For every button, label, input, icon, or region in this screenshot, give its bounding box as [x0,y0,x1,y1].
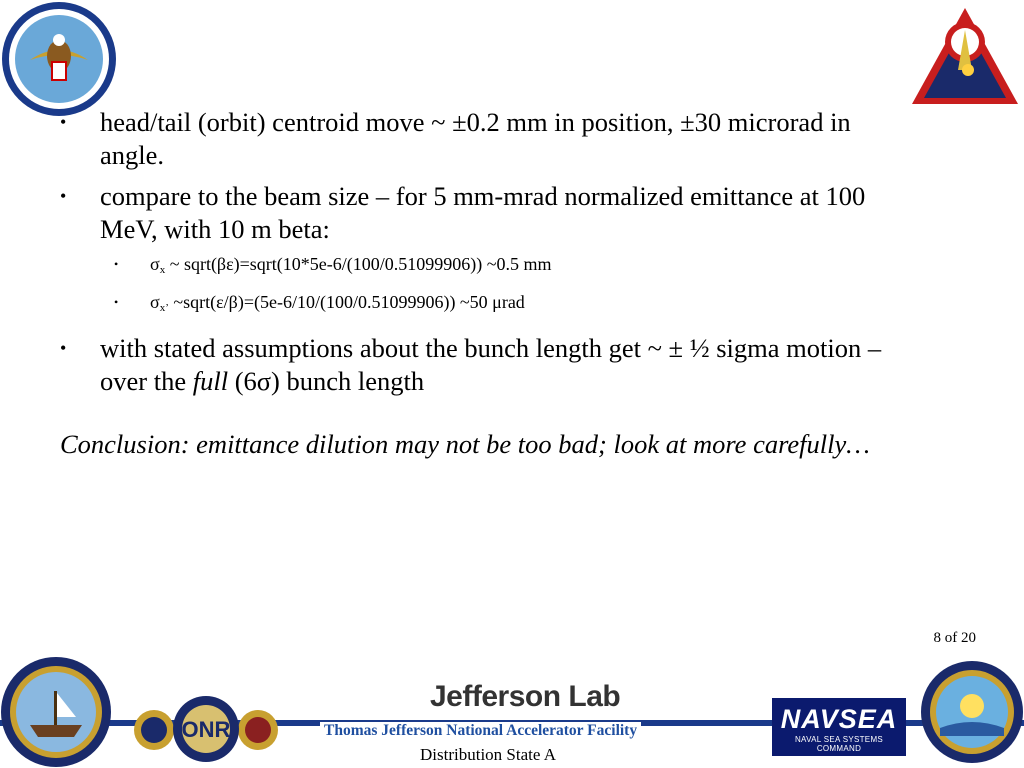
sub-bullet-1-text: ~ sqrt(βε)=sqrt(10*5e-6/(100/0.51099906)) ~0.5 mm [165,254,552,274]
dod-seal-icon [0,0,118,118]
jto-seal-icon [906,0,1024,120]
bullet-2-text: compare to the beam size – for 5 mm-mrad normalized emittance at 100 MeV, with 10 m beta: [100,181,866,244]
sigma-xp-subscript: x’ [159,302,169,314]
bullet-3-text-pre: with stated assumptions about the bunch length get ~ ± ½ sigma motion – over the [100,333,882,396]
distribution-statement: Distribution State A [420,745,556,764]
bullet-3 [60,332,920,398]
bullet-3-text-post: (6σ) bunch length [228,366,425,396]
facility-name: Thomas Jefferson National Accelerator Facility [320,722,641,740]
bullet-1 [60,106,920,172]
bullet-dot-icon: • [114,257,119,271]
onr-seal-icon [132,694,280,764]
bullet-dot-icon: • [60,112,67,132]
navsea-logo [772,698,906,756]
sub-bullet-2 [60,290,920,320]
navsea-logo-text: NAVSEA [780,704,898,734]
sub-bullet-1 [60,252,920,282]
svg-text:ONR: ONR [181,717,231,742]
sigma-xp-symbol: σ [150,292,160,312]
bullet-3-text-em: full [192,366,229,396]
sigma-x-symbol: σ [150,254,160,274]
navy-seal-icon [0,655,112,768]
page-number: 8 of 20 [933,630,976,646]
bullet-1-text: head/tail (orbit) centroid move ~ ±0.2 mm in position, ±30 microrad in angle. [100,107,851,170]
sub-bullet-2-text: ~sqrt(ε/β)=(5e-6/10/(100/0.51099906)) ~50 μrad [168,292,525,312]
slide-body [60,106,920,461]
bullet-dot-icon: • [60,186,67,206]
bullet-dot-icon: • [114,295,119,309]
bullet-2 [60,180,920,246]
dew-program-seal-icon [920,656,1024,768]
navsea-subtitle: NAVAL SEA SYSTEMS COMMAND [794,735,884,753]
jefferson-lab-logo-text: Jefferson Lab [430,680,621,713]
conclusion: Conclusion: emittance dilution may not be too bad; look at more carefully… [60,429,870,459]
bullet-dot-icon: • [60,338,67,358]
sigma-x-subscript: x [159,264,166,276]
